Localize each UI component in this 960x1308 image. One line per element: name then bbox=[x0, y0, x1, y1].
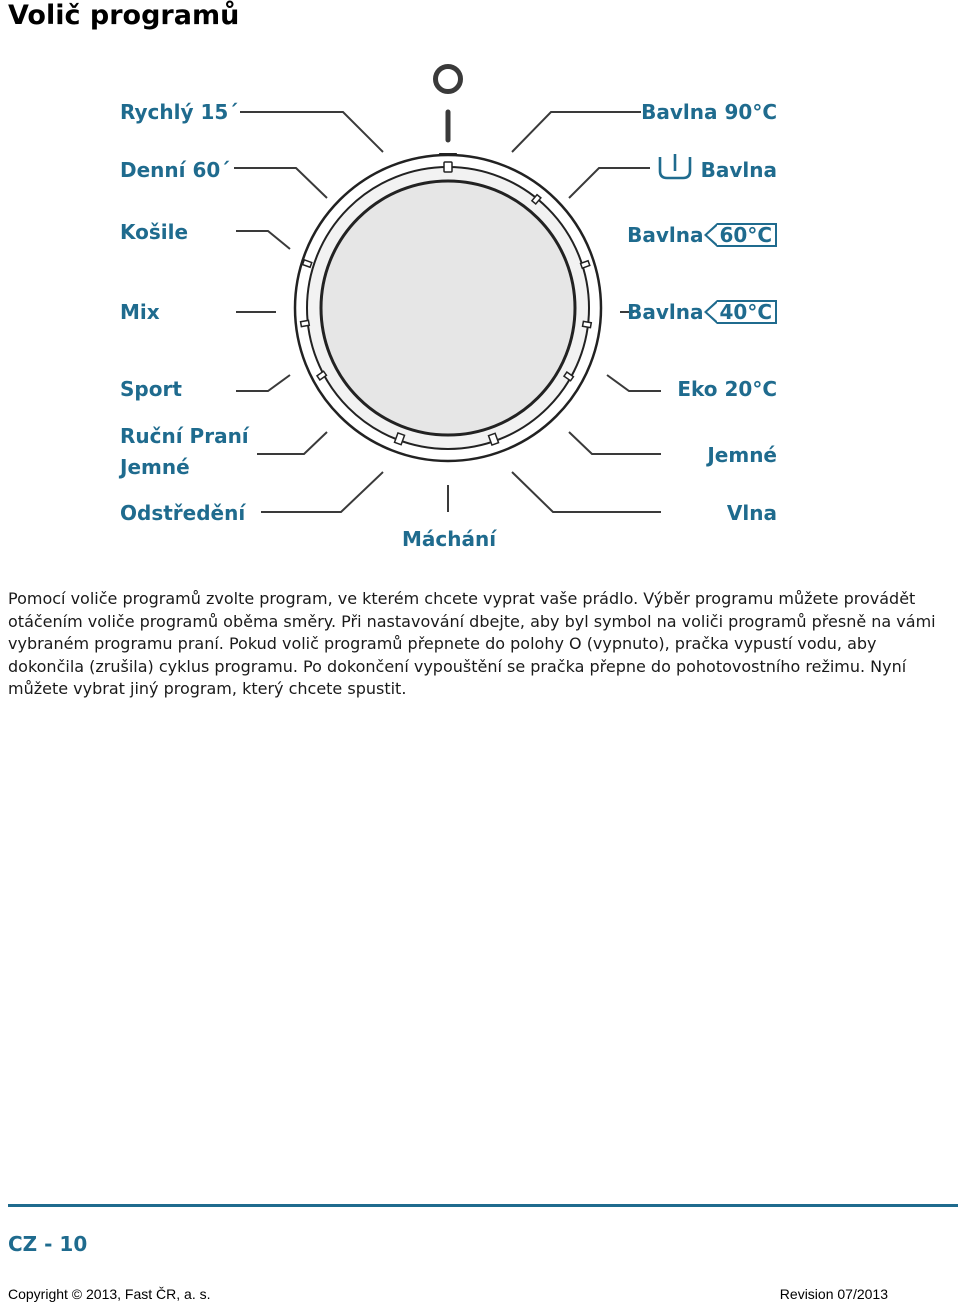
program-jemne: Jemné bbox=[707, 443, 777, 467]
footer-rule bbox=[8, 1204, 958, 1207]
power-off-icon bbox=[436, 67, 461, 92]
program-bavlna-40 bbox=[627, 300, 777, 324]
program-kosile: Košile bbox=[120, 220, 189, 244]
copyright-notice: Copyright © 2013, Fast ČR, a. s. bbox=[8, 1286, 211, 1302]
program-mix: Mix bbox=[120, 300, 160, 324]
revision-value: 07/2013 bbox=[837, 1286, 888, 1302]
temp-40-eco-badge: 40°C bbox=[717, 300, 777, 324]
program-denni-60: Denní 60´ bbox=[120, 158, 231, 182]
page-number: CZ - 10 bbox=[8, 1232, 88, 1256]
program-vlna: Vlna bbox=[726, 501, 777, 525]
program-odstredeni: Odstředění bbox=[120, 501, 246, 525]
prewash-tub-icon bbox=[660, 154, 690, 178]
program-bavlna-60-label: Bavlna bbox=[627, 223, 704, 247]
revision-info bbox=[780, 1286, 888, 1302]
program-eko-20: Eko 20°C bbox=[677, 377, 777, 401]
program-bavlna-60 bbox=[627, 223, 777, 247]
dial-face[interactable] bbox=[321, 181, 575, 435]
instructions-paragraph: Pomocí voliče programů zvolte program, ve kterém chcete vyprat vaše prádlo. Výběr programu můžete provádět otáčením voliče programů oběma směry. Při nastavování dbejte, aby byl symbol na voliči programů přesně na vámi vybraném programu praní. Pokud volič programů přepnete do polohy O (vypnuto), pračka vypustí vodu, aby dokončila (zrušila) cyklus programu. Po dokončení vypouštění se pračka přepne do pohotovostního režimu. Nyní můžete vybrat jiný program, který chcete spustit. bbox=[8, 589, 936, 699]
program-machani: Máchání bbox=[402, 527, 497, 551]
program-rychly-15: Rychlý 15´ bbox=[120, 100, 239, 124]
page-title: Volič programů bbox=[8, 0, 240, 31]
program-sport: Sport bbox=[120, 377, 182, 401]
program-rucni-prani: Ruční Praní bbox=[120, 424, 249, 448]
program-selector-diagram bbox=[0, 40, 960, 580]
program-bavlna-40-label: Bavlna bbox=[627, 300, 704, 324]
program-bavlna-90: Bavlna 90°C bbox=[641, 100, 777, 124]
program-rucni-prani-jemne: Jemné bbox=[120, 455, 190, 479]
temp-60-eco-badge: 60°C bbox=[717, 223, 777, 247]
program-bavlna-prewash: Bavlna bbox=[700, 158, 777, 182]
revision-label: Revision bbox=[779, 1286, 834, 1302]
